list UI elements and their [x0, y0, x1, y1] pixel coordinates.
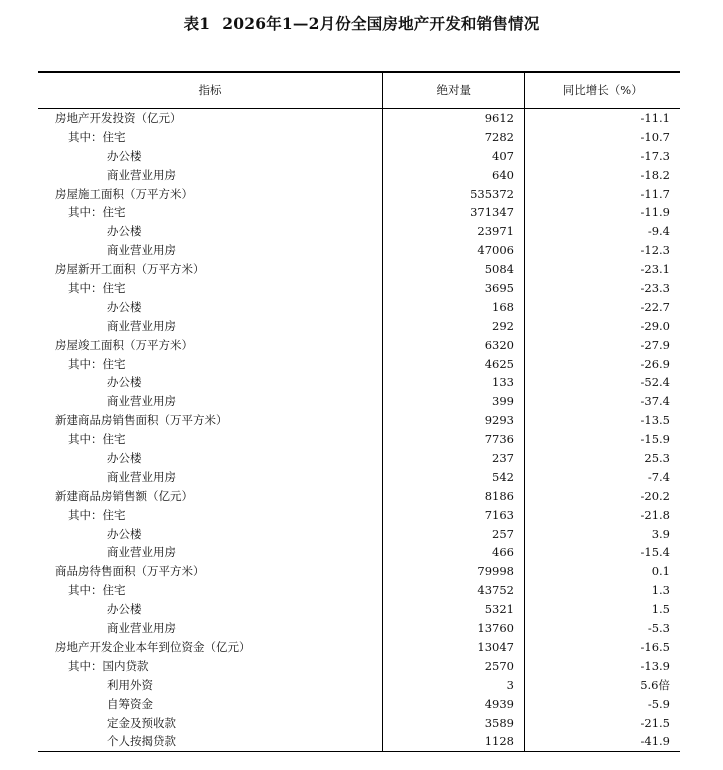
table-row — [38, 600, 680, 619]
row-absolute-value: 407 — [383, 147, 525, 166]
table-row — [38, 298, 680, 317]
row-label: 商业营业用房 — [38, 241, 383, 260]
row-absolute-value: 168 — [383, 298, 525, 317]
row-absolute-value: 3589 — [383, 714, 525, 733]
table-title — [0, 12, 723, 34]
row-yoy-growth: -52.4 — [640, 375, 670, 390]
row-yoy-growth: -29.0 — [640, 318, 670, 333]
table-row — [38, 279, 680, 298]
row-absolute-value: 7163 — [383, 506, 525, 525]
row-absolute-value: 8186 — [383, 487, 525, 506]
row-absolute-value: 399 — [383, 392, 525, 411]
row-absolute-value: 4939 — [383, 695, 525, 714]
row-absolute-value: 43752 — [383, 581, 525, 600]
row-yoy-growth: -13.5 — [640, 413, 670, 428]
row-absolute-value: 79998 — [383, 562, 525, 581]
row-yoy-growth: -22.7 — [640, 299, 670, 314]
row-absolute-value: 4625 — [383, 355, 525, 374]
table-row — [38, 355, 680, 374]
row-absolute-value: 2570 — [383, 657, 525, 676]
row-yoy-growth: 1.3 — [651, 583, 670, 598]
row-label: 利用外资 — [38, 676, 383, 695]
table-row — [38, 109, 680, 128]
row-label: 商业营业用房 — [38, 392, 383, 411]
row-yoy-growth: -41.9 — [640, 734, 670, 749]
row-yoy-growth: -10.7 — [640, 129, 670, 144]
row-yoy-growth: 3.9 — [651, 526, 670, 541]
row-absolute-value: 5084 — [383, 260, 525, 279]
row-yoy-growth: -5.3 — [647, 621, 670, 636]
table-row — [38, 487, 680, 506]
row-label: 办公楼 — [38, 600, 383, 619]
row-yoy-growth: -5.9 — [647, 696, 670, 711]
row-absolute-value: 535372 — [383, 185, 525, 204]
row-label: 其中：住宅 — [38, 506, 383, 525]
row-absolute-value: 371347 — [383, 203, 525, 222]
row-yoy-growth: 5.6倍 — [640, 677, 670, 692]
row-label: 商业营业用房 — [38, 543, 383, 562]
row-label: 房屋施工面积（万平方米） — [38, 185, 383, 204]
row-yoy-growth: -11.9 — [640, 205, 670, 220]
row-label: 新建商品房销售面积（万平方米） — [38, 411, 383, 430]
row-absolute-value: 13760 — [383, 619, 525, 638]
header-absolute-value: 绝对量 — [383, 73, 526, 108]
row-absolute-value: 7736 — [383, 430, 525, 449]
table-row — [38, 147, 680, 166]
stats-table — [38, 71, 680, 752]
row-absolute-value: 466 — [383, 543, 525, 562]
table-row — [38, 411, 680, 430]
row-yoy-growth: 25.3 — [644, 451, 670, 466]
table-row — [38, 657, 680, 676]
row-label: 商业营业用房 — [38, 317, 383, 336]
row-label: 其中：国内贷款 — [38, 657, 383, 676]
row-yoy-growth: -23.3 — [640, 281, 670, 296]
row-yoy-growth: -17.3 — [640, 148, 670, 163]
row-absolute-value: 5321 — [383, 600, 525, 619]
row-label: 办公楼 — [38, 449, 383, 468]
row-label: 办公楼 — [38, 147, 383, 166]
table-row — [38, 222, 680, 241]
table-row — [38, 449, 680, 468]
row-label: 房地产开发企业本年到位资金（亿元） — [38, 638, 383, 657]
table-row — [38, 695, 680, 714]
row-label: 其中：住宅 — [38, 355, 383, 374]
table-row — [38, 562, 680, 581]
row-label: 办公楼 — [38, 525, 383, 544]
row-yoy-growth: -12.3 — [640, 243, 670, 258]
row-label: 其中：住宅 — [38, 430, 383, 449]
table-row — [38, 506, 680, 525]
header-indicator: 指标 — [38, 73, 383, 108]
table-row — [38, 260, 680, 279]
row-absolute-value: 13047 — [383, 638, 525, 657]
row-yoy-growth: 1.5 — [651, 602, 670, 617]
row-absolute-value: 237 — [383, 449, 525, 468]
row-absolute-value: 9293 — [383, 411, 525, 430]
row-yoy-growth: -26.9 — [640, 356, 670, 371]
row-label: 办公楼 — [38, 222, 383, 241]
row-absolute-value: 3695 — [383, 279, 525, 298]
row-absolute-value: 7282 — [383, 128, 525, 147]
row-yoy-growth: -11.1 — [640, 111, 670, 125]
table-body — [38, 109, 680, 751]
row-absolute-value: 3 — [383, 676, 525, 695]
table-row — [38, 676, 680, 695]
row-label: 自筹资金 — [38, 695, 383, 714]
row-absolute-value: 6320 — [383, 336, 525, 355]
row-absolute-value: 257 — [383, 525, 525, 544]
row-label: 商业营业用房 — [38, 166, 383, 185]
row-label: 商品房待售面积（万平方米） — [38, 562, 383, 581]
row-label: 其中：住宅 — [38, 279, 383, 298]
row-label: 房屋新开工面积（万平方米） — [38, 260, 383, 279]
row-yoy-growth: -20.2 — [640, 488, 670, 503]
row-label: 房屋竣工面积（万平方米） — [38, 336, 383, 355]
row-yoy-growth: -15.9 — [640, 432, 670, 447]
row-yoy-growth: -27.9 — [640, 337, 670, 352]
table-row — [38, 525, 680, 544]
table-row — [38, 638, 680, 657]
table-header — [38, 73, 680, 109]
row-absolute-value: 47006 — [383, 241, 525, 260]
row-yoy-growth: -18.2 — [640, 167, 670, 182]
table-row — [38, 732, 680, 751]
row-label: 新建商品房销售额（亿元） — [38, 487, 383, 506]
table-row — [38, 241, 680, 260]
row-absolute-value: 1128 — [383, 732, 525, 751]
row-absolute-value: 23971 — [383, 222, 525, 241]
row-label: 其中：住宅 — [38, 128, 383, 147]
row-yoy-growth: -9.4 — [647, 224, 670, 239]
table-row — [38, 581, 680, 600]
row-absolute-value: 640 — [383, 166, 525, 185]
row-label: 其中：住宅 — [38, 581, 383, 600]
row-yoy-growth: -37.4 — [640, 394, 670, 409]
row-yoy-growth: -23.1 — [640, 262, 670, 277]
table-row — [38, 317, 680, 336]
table-row — [38, 714, 680, 733]
table-row — [38, 166, 680, 185]
header-yoy-growth: 同比增长（%） — [562, 83, 643, 97]
table-row — [38, 128, 680, 147]
row-absolute-value: 133 — [383, 373, 525, 392]
table-number: 表1 — [183, 14, 211, 33]
row-label: 其中：住宅 — [38, 203, 383, 222]
row-yoy-growth: -16.5 — [640, 639, 670, 654]
row-yoy-growth: -21.5 — [640, 715, 670, 730]
table-title-text: 2026年1—2月份全国房地产开发和销售情况 — [222, 14, 540, 33]
row-label: 办公楼 — [38, 373, 383, 392]
row-label: 商业营业用房 — [38, 619, 383, 638]
row-label: 个人按揭贷款 — [38, 732, 383, 751]
table-row — [38, 543, 680, 562]
table-row — [38, 203, 680, 222]
row-absolute-value: 292 — [383, 317, 525, 336]
row-label: 办公楼 — [38, 298, 383, 317]
row-yoy-growth: -11.7 — [640, 186, 670, 201]
table-row — [38, 619, 680, 638]
row-yoy-growth: -21.8 — [640, 507, 670, 522]
table-row — [38, 373, 680, 392]
row-yoy-growth: -7.4 — [647, 469, 670, 484]
row-yoy-growth: -15.4 — [640, 545, 670, 560]
row-label: 商业营业用房 — [38, 468, 383, 487]
table-row — [38, 336, 680, 355]
row-yoy-growth: -13.9 — [640, 658, 670, 673]
table-row — [38, 185, 680, 204]
row-yoy-growth: 0.1 — [651, 564, 670, 579]
row-absolute-value: 542 — [383, 468, 525, 487]
table-row — [38, 430, 680, 449]
row-absolute-value: 9612 — [383, 109, 525, 128]
table-row — [38, 392, 680, 411]
row-label: 定金及预收款 — [38, 714, 383, 733]
row-label: 房地产开发投资（亿元） — [38, 109, 383, 128]
table-row — [38, 468, 680, 487]
